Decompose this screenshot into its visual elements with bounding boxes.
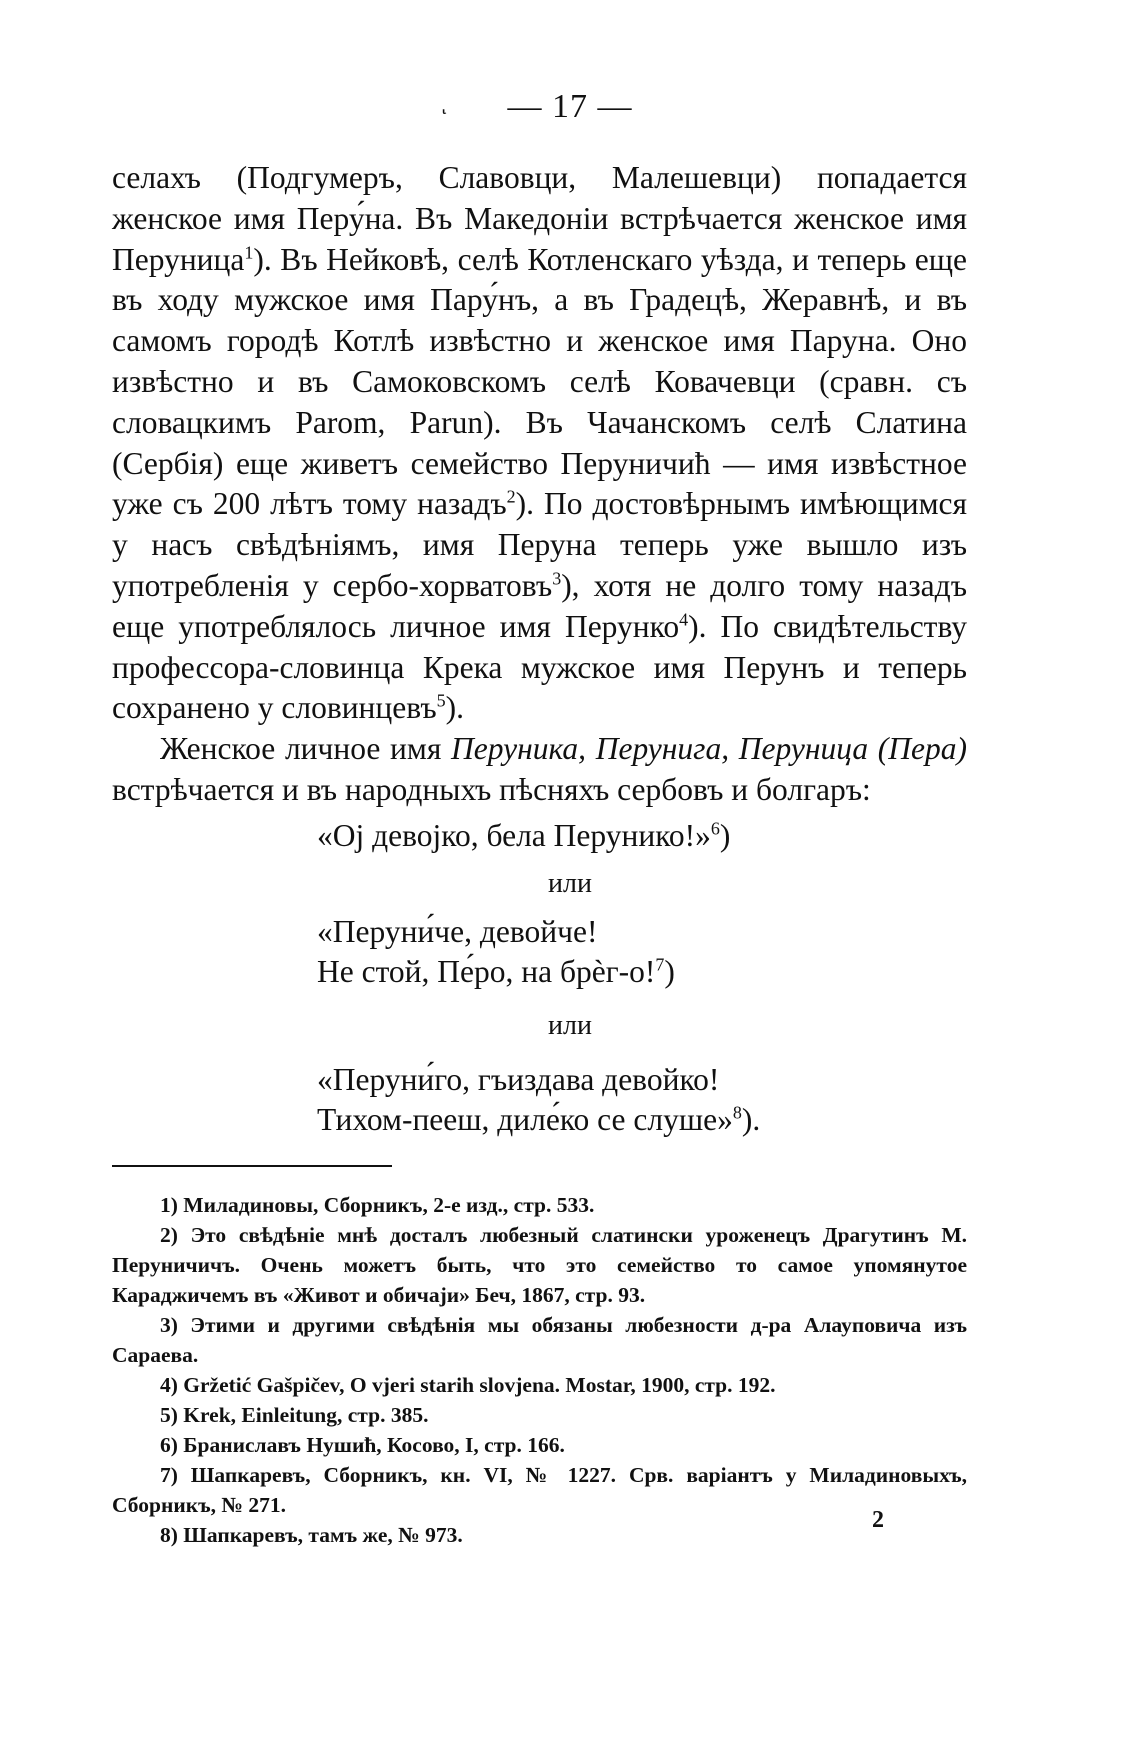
para2-names: Перуника, Перунига, Перуница (Пера) [451, 731, 967, 767]
verse-3-line-1: «Перуни́го, гъиздава девойко! [317, 1062, 720, 1097]
verse-2-line-1: «Перуни́че, девойче! [317, 914, 598, 949]
main-text [112, 158, 967, 811]
verse-1: «Ој девојко, бела Перунико!»$^6$) [317, 818, 731, 853]
footnote-ref-5: 5 [436, 690, 446, 711]
footnote-ref-3: 3 [552, 568, 562, 589]
ink-mark: ͺ [440, 84, 451, 115]
verse-3: «Перуни́го, гъиздава девойко! Тихом-пееш, диле́ко се слуше»$^8$). [317, 1060, 957, 1140]
footnote-3: 3) Этими и другими свѣдѣнія мы обязаны любезности д-ра Алауповича изъ Сараева. [112, 1313, 967, 1367]
para1-seg6: ). [445, 690, 465, 726]
footnote-6: 6) Браниславъ Нушић, Косово, I, стр. 166. [160, 1433, 565, 1457]
footnote-4: 4) Gržetić Gašpičev, O vjeri starih slovjena. Mostar, 1900, стр. 192. [160, 1373, 776, 1397]
verse-separator-2: или [548, 1010, 592, 1041]
para1-seg5: ). По свидѣтельству профессора-словинца Крека мужское имя Перунъ и теперь сохранено у словинцевъ [112, 608, 967, 726]
footnote-1: 1) Миладиновы, Сборникъ, 2-е изд., стр. 533. [160, 1193, 595, 1217]
footnote-8: 8) Шапкаревъ, тамъ же, № 973. [160, 1523, 463, 1547]
footnote-rule [112, 1165, 392, 1167]
verse-3-line-2: Тихом-пееш, диле́ко се слуше» [317, 1102, 733, 1137]
footnote-ref-7: 7 [655, 954, 665, 975]
page-header [0, 84, 1140, 126]
verse-2-line-2: Не стой, Пе́ро, на брѐг-о! [317, 954, 656, 989]
para2-seg2: встрѣчается и въ народныхъ пѣсняхъ сербовъ и болгаръ: [112, 771, 871, 807]
para2-seg1: Женское личное имя [160, 731, 452, 767]
footnote-ref-4: 4 [679, 609, 689, 630]
para1-seg1: селахъ (Подгумеръ, Славовци, Малешевци) попадается женское имя Перу́на. Въ Македоніи встрѣчается женское имя Перуница [112, 160, 967, 277]
para1-seg2: ). Въ Нейковѣ, селѣ Котленскаго уѣзда, и теперь еще въ ходу мужское имя Пару́нъ, а въ Градецѣ, Жеравнѣ, и въ самомъ городѣ Котлѣ извѣстно и женское имя Паруна. Оно извѣстно и въ Самоковскомъ селѣ Ковачевци (сравн. съ словацкимъ Parom, Parun). Въ Чачанскомъ селѣ Слатина (Сербія) еще живетъ семейство Перуничић — имя извѣстное уже съ 200 лѣтъ тому назадъ [112, 241, 967, 522]
paragraph-2 [112, 729, 967, 811]
page-number: — 17 — [507, 88, 633, 125]
signature-mark: 2 [872, 1507, 884, 1533]
footnote-2: 2) Это свѣдѣніе мнѣ досталъ любезный слатински уроженецъ Драгутинъ М. Перуничичъ. Очень можетъ быть, что это семейство то самое упомянутое Караджичемъ въ «Живот и обичаји» Беч, 1867, стр. 93. [112, 1223, 967, 1307]
footnotes [112, 1190, 967, 1550]
para1-seg4: ), хотя не долго тому назадъ еще употреблялось личное имя Перунко [112, 567, 967, 644]
verse-1-line: «Ој девојко, бела Перунико!» [317, 818, 711, 853]
footnote-5: 5) Krek, Einleitung, стр. 385. [160, 1403, 429, 1427]
footnote-ref-6: 6 [710, 818, 720, 839]
paragraph-1 [112, 158, 967, 729]
para1-seg3: ). По достовѣрнымъ имѣющимся у насъ свѣдѣніямъ, имя Перуна теперь уже вышло изъ употребленія у сербо-хорватовъ [112, 486, 967, 603]
verse-2: «Перуни́че, девойче! Не стой, Пе́ро, на брѐг-о!$^7$) [317, 912, 957, 992]
footnote-ref-8: 8 [732, 1102, 742, 1123]
verse-separator-1: или [548, 868, 592, 899]
footnote-ref-2: 2 [506, 486, 516, 507]
footnote-ref-1: 1 [244, 242, 254, 263]
footnote-7: 7) Шапкаревъ, Сборникъ, кн. VI, № 1227. Срв. варіантъ у Миладиновыхъ, Сборникъ, № 271. [112, 1463, 967, 1517]
